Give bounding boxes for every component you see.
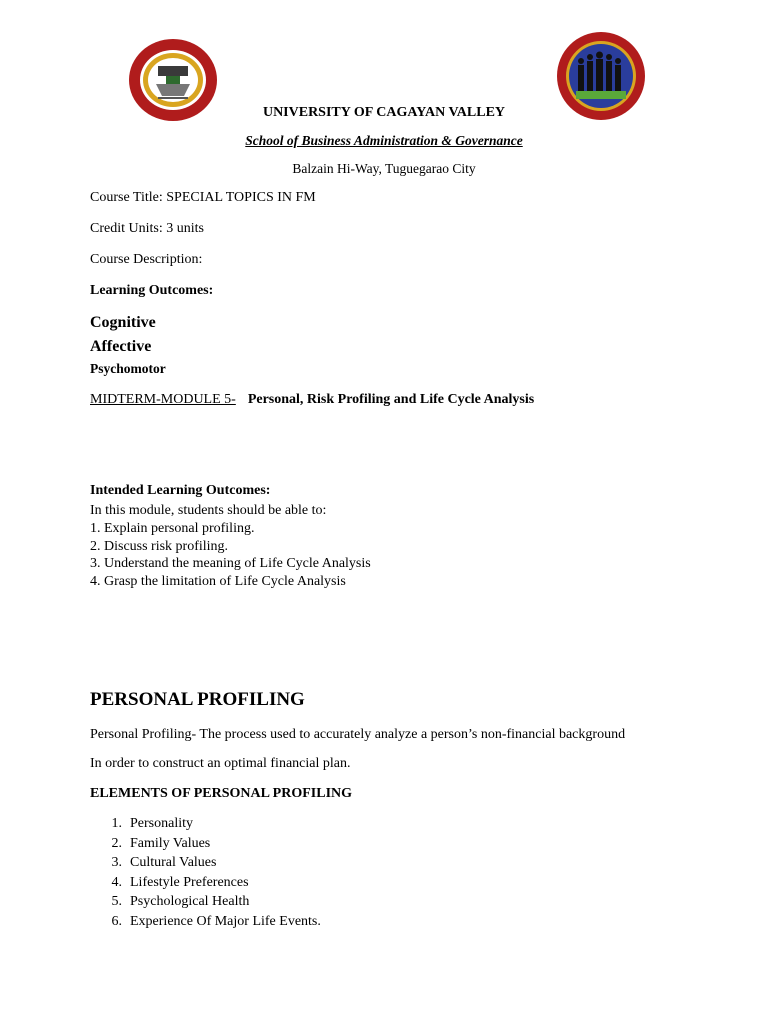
elements-list xyxy=(100,814,321,931)
course-title: Course Title: SPECIAL TOPICS IN FM xyxy=(90,190,316,205)
learning-outcomes-heading: Learning Outcomes: xyxy=(90,283,214,298)
list-item: 3. Understand the meaning of Life Cycle Analysis xyxy=(90,556,371,571)
list-item: 4. Grasp the limitation of Life Cycle Analysis xyxy=(90,573,346,589)
list-item: 4. Lifestyle Preferences xyxy=(111,874,249,890)
section-heading: PERSONAL PROFILING xyxy=(90,689,305,710)
list-item: 1. Explain personal profiling. xyxy=(90,521,255,536)
module-line xyxy=(90,391,534,408)
ilo-list xyxy=(90,520,371,590)
address: Balzain Hi-Way, Tuguegarao City xyxy=(292,161,476,176)
list-item: 2. Family Values xyxy=(111,835,211,851)
cognitive-label: Cognitive xyxy=(90,314,156,331)
school-name: School of Business Administration & Governance xyxy=(245,133,523,148)
elements-heading: ELEMENTS OF PERSONAL PROFILING xyxy=(90,786,353,801)
affective-label: Affective xyxy=(90,338,152,355)
list-item: 6. Experience Of Major Life Events. xyxy=(111,913,321,929)
module-title: Personal, Risk Profiling and Life Cycle Analysis xyxy=(247,392,535,407)
psychomotor-label: Psychomotor xyxy=(90,361,166,376)
list-item: 2. Discuss risk profiling. xyxy=(90,538,229,554)
ilo-heading: Intended Learning Outcomes: xyxy=(90,483,271,498)
course-description: Course Description: xyxy=(90,252,203,267)
list-item: 5. Psychological Health xyxy=(111,894,250,909)
profiling-definition-cont: In order to construct an optimal financial plan. xyxy=(90,756,351,771)
profiling-definition: Personal Profiling- The process used to accurately analyze a person’s non-financial background xyxy=(90,727,626,742)
module-label: MIDTERM-MODULE 5- xyxy=(90,392,236,407)
credit-units: Credit Units: 3 units xyxy=(90,221,204,236)
list-item: 1. Personality xyxy=(111,816,193,831)
ilo-intro: In this module, students should be able to: xyxy=(90,503,327,518)
university-name: UNIVERSITY OF CAGAYAN VALLEY xyxy=(262,105,506,120)
list-item: 3. Cultural Values xyxy=(111,855,217,870)
